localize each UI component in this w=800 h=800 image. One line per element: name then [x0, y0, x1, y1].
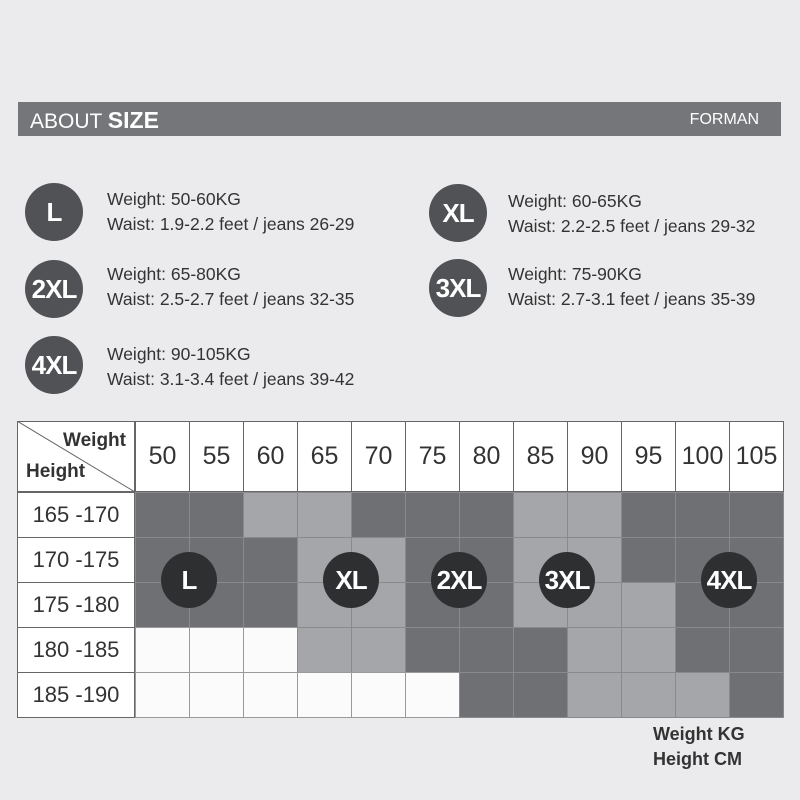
grid-cell	[297, 492, 352, 538]
grid-cell	[459, 672, 514, 718]
weight-header: 65	[297, 421, 352, 492]
grid-cell	[243, 582, 298, 628]
weight-header: 70	[351, 421, 406, 492]
grid-cell	[405, 627, 460, 673]
size-chart-table	[17, 421, 783, 717]
grid-cell	[621, 627, 676, 673]
corner-height-label: Height	[26, 461, 86, 482]
weight-header: 55	[189, 421, 244, 492]
size-badge-4xl: 4XL	[25, 336, 83, 394]
grid-cell	[459, 627, 514, 673]
size-badge-2xl: 2XL	[25, 260, 83, 318]
grid-cell	[729, 627, 784, 673]
grid-cell	[567, 672, 622, 718]
grid-cell	[729, 672, 784, 718]
zone-badge: XL	[323, 552, 379, 608]
weight-header: 95	[621, 421, 676, 492]
height-label: 180 -185	[17, 627, 135, 673]
weight-header: 50	[135, 421, 190, 492]
weight-header: 90	[567, 421, 622, 492]
weight-text: Weight: 90-105KG	[107, 344, 251, 364]
grid-cell	[135, 492, 190, 538]
grid-cell	[675, 492, 730, 538]
grid-cell	[621, 582, 676, 628]
size-badge-3xl: 3XL	[429, 259, 487, 317]
weight-header: 60	[243, 421, 298, 492]
grid-cell	[621, 672, 676, 718]
weight-text: Weight: 75-90KG	[508, 264, 642, 284]
weight-header: 75	[405, 421, 460, 492]
zone-badge: 3XL	[539, 552, 595, 608]
grid-cell	[513, 672, 568, 718]
grid-cell	[351, 492, 406, 538]
weight-header: 100	[675, 421, 730, 492]
grid-cell	[243, 492, 298, 538]
grid-cell	[459, 492, 514, 538]
weight-header: 80	[459, 421, 514, 492]
waist-text: Waist: 3.1-3.4 feet / jeans 39-42	[107, 369, 355, 389]
grid-cell	[243, 627, 298, 673]
grid-cell	[189, 672, 244, 718]
weight-header: 85	[513, 421, 568, 492]
title-light: ABOUT	[30, 110, 108, 133]
grid-cell	[567, 627, 622, 673]
grid-cell	[243, 537, 298, 583]
size-info-l	[107, 187, 354, 237]
weight-text: Weight: 50-60KG	[107, 189, 241, 209]
size-badge-xl: XL	[429, 184, 487, 242]
table-corner	[17, 421, 135, 492]
waist-text: Waist: 2.5-2.7 feet / jeans 32-35	[107, 289, 355, 309]
size-info-4xl	[107, 342, 354, 392]
title-bold: SIZE	[107, 107, 159, 133]
grid-cell	[675, 672, 730, 718]
grid-cell	[351, 672, 406, 718]
zone-badge: 4XL	[701, 552, 757, 608]
size-info-2xl	[107, 262, 354, 312]
weight-unit-label: Weight KG	[653, 724, 745, 744]
grid-cell	[621, 537, 676, 583]
header-bar	[18, 102, 781, 136]
waist-text: Waist: 1.9-2.2 feet / jeans 26-29	[107, 214, 355, 234]
height-label: 175 -180	[17, 582, 135, 628]
grid-cell	[189, 492, 244, 538]
grid-cell	[729, 492, 784, 538]
grid-cell	[351, 627, 406, 673]
waist-text: Waist: 2.7-3.1 feet / jeans 35-39	[508, 289, 756, 309]
zone-badge: 2XL	[431, 552, 487, 608]
corner-weight-label: Weight	[63, 430, 126, 451]
size-info-xl	[508, 189, 755, 239]
grid-cell	[135, 627, 190, 673]
grid-cell	[297, 672, 352, 718]
height-label: 185 -190	[17, 672, 135, 718]
grid-cell	[675, 627, 730, 673]
grid-cell	[621, 492, 676, 538]
page-title	[30, 106, 159, 136]
size-info-3xl	[508, 262, 755, 312]
waist-text: Waist: 2.2-2.5 feet / jeans 29-32	[508, 216, 756, 236]
zone-badge: L	[161, 552, 217, 608]
weight-text: Weight: 65-80KG	[107, 264, 241, 284]
weight-header: 105	[729, 421, 784, 492]
grid-cell	[135, 672, 190, 718]
grid-cell	[405, 672, 460, 718]
grid-cell	[513, 627, 568, 673]
grid-cell	[189, 627, 244, 673]
weight-text: Weight: 60-65KG	[508, 191, 642, 211]
height-label: 165 -170	[17, 492, 135, 538]
height-label: 170 -175	[17, 537, 135, 583]
grid-cell	[567, 492, 622, 538]
grid-cell	[297, 627, 352, 673]
size-badge-l: L	[25, 183, 83, 241]
height-unit-label: Height CM	[653, 749, 742, 769]
brand-label: FORMAN	[689, 111, 759, 128]
grid-cell	[405, 492, 460, 538]
grid-cell	[513, 492, 568, 538]
grid-cell	[243, 672, 298, 718]
